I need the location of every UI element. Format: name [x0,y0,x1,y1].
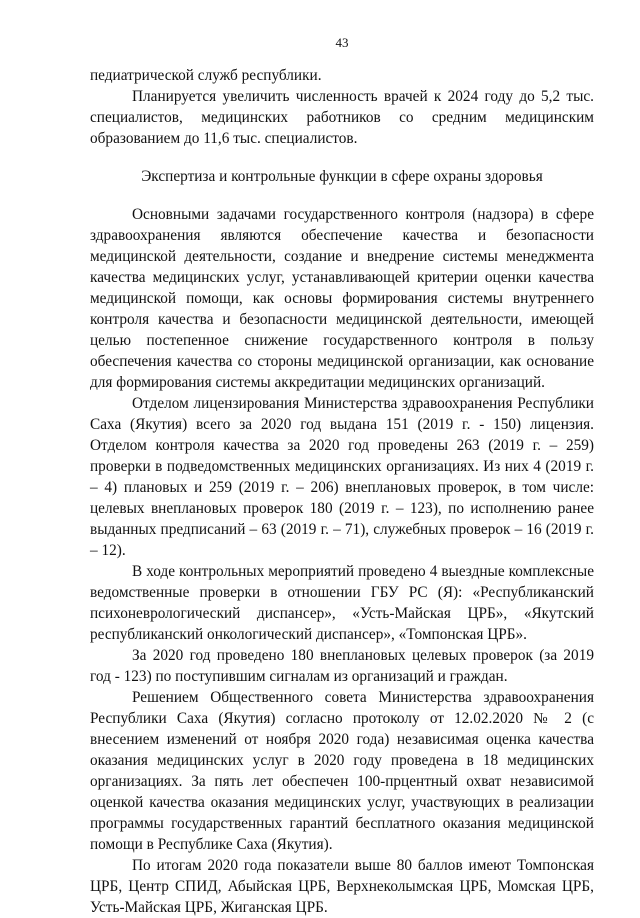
paragraph-control-tasks: Основными задачами государственного контроля (надзора) в сфере здравоохранения являются обеспечение качества и безопасности медицинской деятельности, создание и внедрение системы менеджмента качества медицинских услуг, устанавливающей критерии оценки качества медицинской помощи, как основы формирования системы внутреннего контроля качества и безопасности медицинской деятельности, имеющей целью постепенное снижение государственного контроля в пользу обеспечения качества со стороны медицинской организации, как основание для формирования системы аккредитации медицинских организаций. [90,206,594,391]
section-heading: Экспертиза и контрольные функции в сфере охраны здоровья [141,168,543,185]
document-page [90,0,594,916]
paragraph-continuation: педиатрической служб республики. [90,67,322,84]
paragraph-results: По итогам 2020 года показатели выше 80 баллов имеют Томпонская ЦРБ, Центр СПИД, Абыйская ЦРБ, Верхнеколымская ЦРБ, Момская ЦРБ, Усть-Майская ЦРБ, Жиганская ЦРБ. [90,857,594,916]
paragraph-staffing-plan: Планируется увеличить численность врачей к 2024 году до 5,2 тыс. специалистов, медицинских работников со средним медицинским образованием до 11,6 тыс. специалистов. [90,88,594,147]
document-body [90,65,594,918]
paragraph-inspections: В ходе контрольных мероприятий проведено 4 выездные комплексные ведомственные проверки в отношении ГБУ РС (Я): «Республиканский психоневрологический диспансер», «Усть-Майская ЦРБ», «Якутский республиканский онкологический диспансер», «Томпонская ЦРБ». [90,563,594,643]
page-number: 43 [335,35,349,50]
paragraph-unscheduled-checks: За 2020 год проведено 180 внеплановых целевых проверок (за 2019 год - 123) по поступившим сигналам из организаций и граждан. [90,647,594,685]
paragraph-quality-assessment: Решением Общественного совета Министерства здравоохранения Республики Саха (Якутия) согласно протоколу от 12.02.2020 № 2 (с внесением изменений от ноября 2020 года) независимая оценка качества оказания медицинских услуг в 2020 году проведена в 18 медицинских организациях. За пять лет обеспечен 100-прцентный охват независимой оценкой качества оказания медицинских услуг, участвующих в реализации программы государственных гарантий бесплатного оказания медицинской помощи в Республике Саха (Якутия). [90,689,594,853]
paragraph-licensing: Отделом лицензирования Министерства здравоохранения Республики Саха (Якутия) всего за 2020 год выдана 151 (2019 г. - 150) лицензия. Отделом контроля качества за 2020 год проведены 263 (2019 г. – 259) проверки в подведомственных медицинских организациях. Из них 4 (2019 г. – 4) плановых и 259 (2019 г. – 206) внеплановых проверок, в том числе: целевых внеплановых проверок 180 (2019 г. – 123), по исполнению ранее выданных предписаний – 63 (2019 г. – 71), служебных проверок – 16 (2019 г. – 12). [90,395,594,559]
